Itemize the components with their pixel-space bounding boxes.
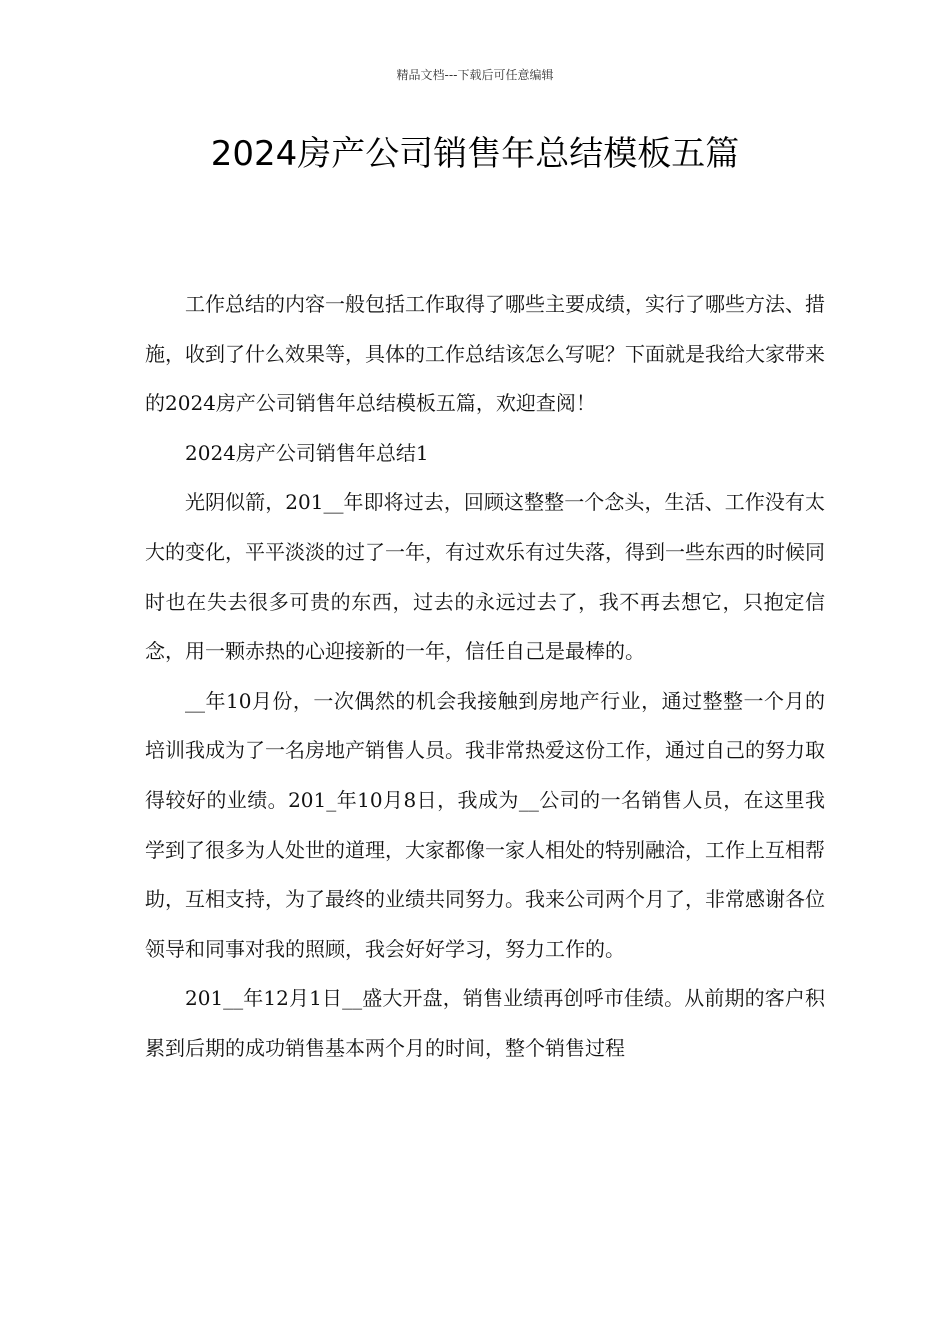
intro-paragraph: 工作总结的内容一般包括工作取得了哪些主要成绩，实行了哪些方法、措施，收到了什么效果等，具体的工作总结该怎么写呢？下面就是我给大家带来的2024房产公司销售年总结模板五篇，欢迎查阅！ bbox=[145, 292, 825, 416]
body-paragraph: __年10月份，一次偶然的机会我接触到房地产行业，通过整整一个月的培训我成为了一名房地产销售人员。我非常热爱这份工作，通过自己的努力取得较好的业绩。201_年10月8日，我成为__公司的一名销售人员，在这里我学到了很多为人处世的道理，大家都像一家人相处的特别融洽，工作上互相帮助，互相支持，为了最终的业绩共同努力。我来公司两个月了，非常感谢各位领导和同事对我的照顾，我会好好学习，努力工作的。 bbox=[145, 688, 825, 961]
document-body bbox=[145, 280, 825, 1074]
section-heading: 2024房产公司销售年总结1 bbox=[185, 440, 429, 465]
document-title: 2024房产公司销售年总结模板五篇 bbox=[210, 134, 740, 174]
header-note: 精品文档---下载后可任意编辑 bbox=[396, 68, 554, 82]
body-paragraph: 201__年12月1日__盛大开盘，销售业绩再创呼市佳绩。从前期的客户积累到后期的成功销售基本两个月的时间，整个销售过程 bbox=[145, 986, 825, 1060]
body-paragraph: 光阴似箭，201__年即将过去，回顾这整整一个念头，生活、工作没有太大的变化，平平淡淡的过了一年，有过欢乐有过失落，得到一些东西的时候同时也在失去很多可贵的东西，过去的永远过去了，我不再去想它，只抱定信念，用一颗赤热的心迎接新的一年，信任自己是最棒的。 bbox=[145, 490, 825, 664]
